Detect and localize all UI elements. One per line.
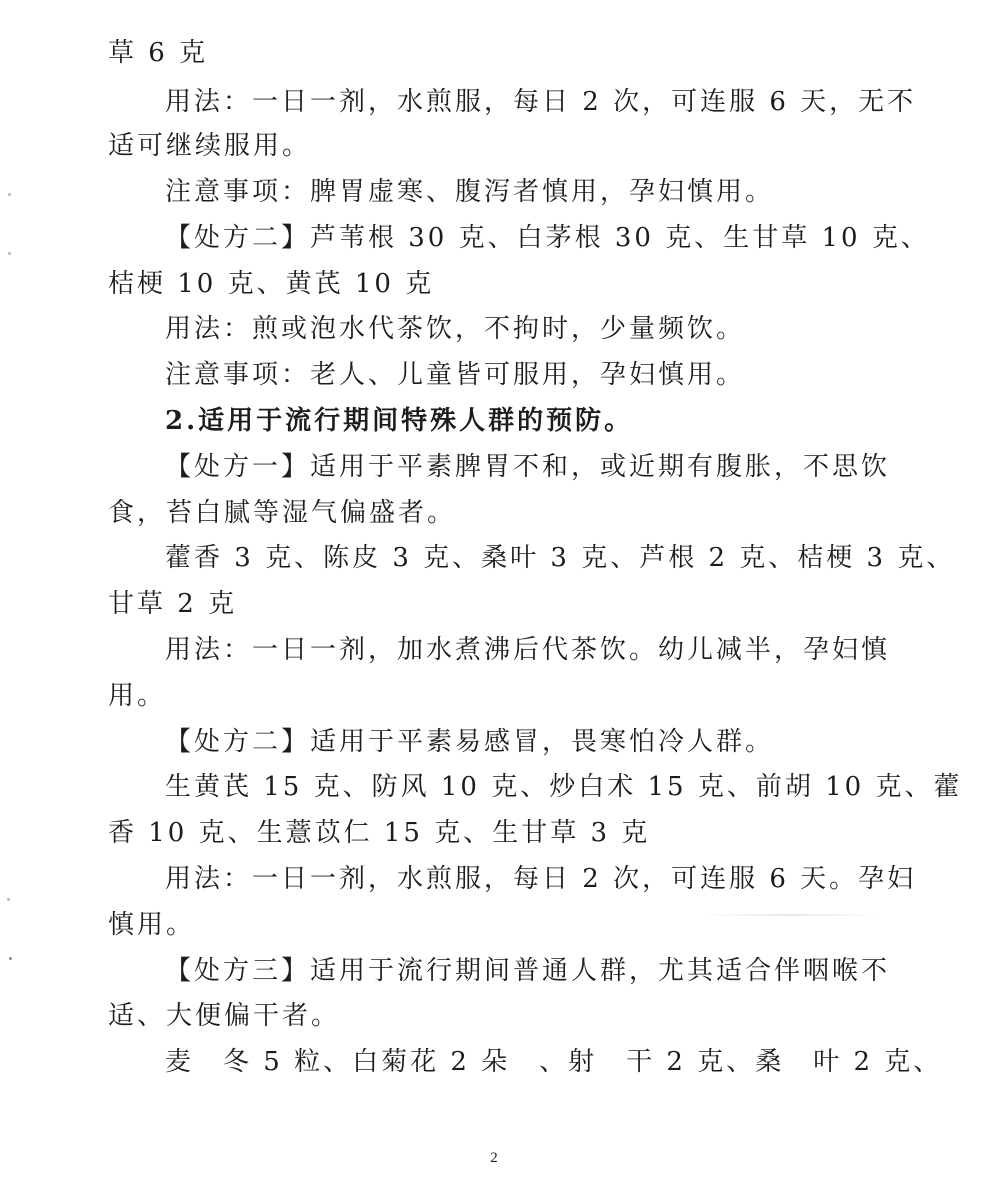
text-line: 用法：一日一剂，水煎服，每日 2 次，可连服 6 天。孕妇: [165, 864, 917, 894]
text-line: 用法：一日一剂，水煎服，每日 2 次，可连服 6 天，无不: [165, 87, 917, 117]
text-line: 适、大便偏干者。: [108, 1001, 341, 1031]
text-line: 【处方二】芦苇根 30 克、白茅根 30 克、生甘草 10 克、: [165, 223, 930, 253]
text-line: 注意事项：脾胃虚寒、腹泻者慎用，孕妇慎用。: [165, 177, 775, 207]
text-line: 【处方二】适用于平素易感冒，畏寒怕冷人群。: [165, 727, 775, 757]
text-line: 用法：煎或泡水代茶饮，不拘时，少量频饮。: [165, 314, 746, 344]
text-line: 甘草 2 克: [108, 589, 238, 619]
scan-speck: [8, 252, 11, 255]
text-line: 适可继续服用。: [108, 131, 312, 161]
scan-speck: [8, 193, 11, 196]
text-line: 【处方三】适用于流行期间普通人群，尤其适合伴咽喉不: [165, 956, 891, 986]
text-line: 生黄芪 15 克、防风 10 克、炒白术 15 克、前胡 10 克、藿: [165, 772, 963, 802]
text-line: 用法：一日一剂，加水煮沸后代茶饮。幼儿减半，孕妇慎: [165, 635, 891, 665]
text-line: 注意事项：老人、儿童皆可服用，孕妇慎用。: [165, 360, 746, 390]
section-heading: 2.适用于流行期间特殊人群的预防。: [165, 406, 634, 436]
text-line: 【处方一】适用于平素脾胃不和，或近期有腹胀，不思饮: [165, 452, 891, 482]
text-line: 慎用。: [108, 910, 196, 940]
scan-speck: [9, 957, 12, 960]
page-number: 2: [490, 1150, 498, 1166]
text-line: 草 6 克: [108, 38, 209, 68]
text-line: 用。: [108, 681, 167, 711]
text-line: 桔梗 10 克、黄芪 10 克: [108, 269, 435, 299]
text-line: 食，苔白腻等湿气偏盛者。: [108, 498, 457, 528]
text-line: 香 10 克、生薏苡仁 15 克、生甘草 3 克: [108, 818, 651, 848]
scan-speck: [7, 898, 10, 901]
scan-smudge: [700, 914, 880, 916]
text-line: 麦 冬 5 粒、白菊花 2 朵 、射 干 2 克、桑 叶 2 克、: [165, 1047, 943, 1077]
text-line: 藿香 3 克、陈皮 3 克、桑叶 3 克、芦根 2 克、桔梗 3 克、: [165, 543, 956, 573]
